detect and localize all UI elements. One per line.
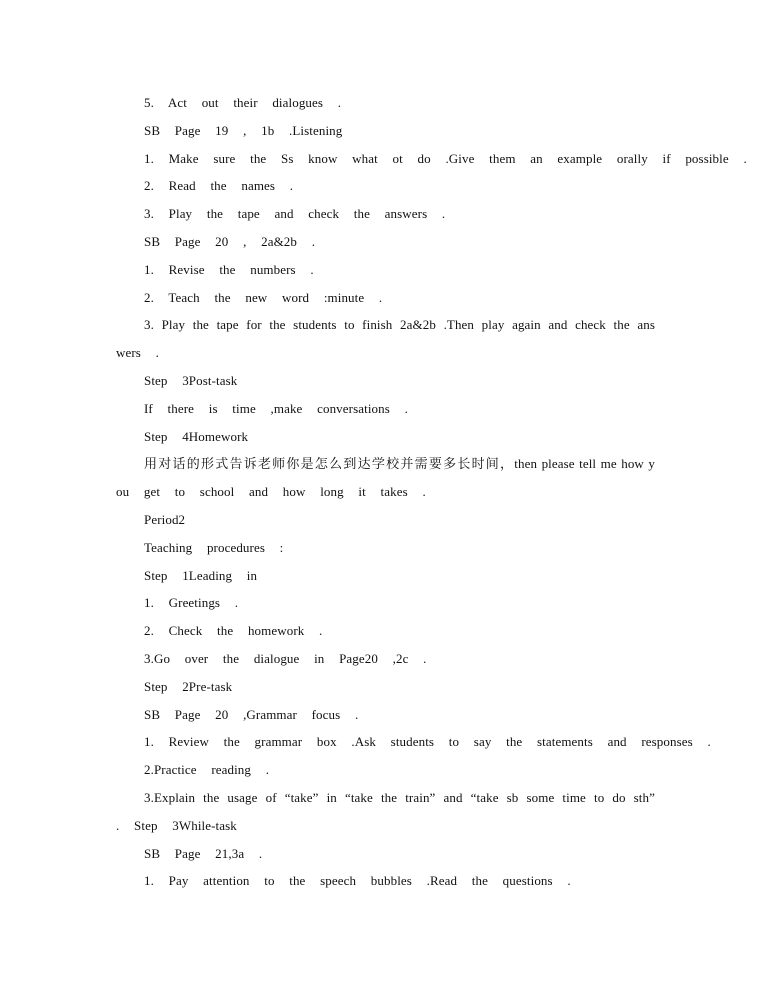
text-line: Step 4Homework: [144, 428, 249, 444]
text-line: Step 1Leading in: [144, 567, 258, 583]
text-line: 2. Teach the new word :minute .: [144, 289, 383, 305]
text-line: Step 2Pre-task: [144, 678, 233, 694]
text-line: ou get to school and how long it takes .: [116, 484, 426, 500]
text-line: 5. Act out their dialogues .: [144, 95, 342, 110]
text-line: 用对话的形式告诉老师你是怎么到达学校并需要多长时间，then please tell me how y: [144, 456, 655, 472]
text-line: SB Page 19 , 1b .Listening: [144, 122, 343, 138]
document-body: [116, 89, 747, 895]
text-line: 3.Go over the dialogue in Page20 ,2c .: [144, 650, 427, 666]
text-line: 3. Play the tape and check the answers .: [144, 206, 446, 222]
text-line: If there is time ,make conversations .: [144, 400, 408, 416]
text-line: . Step 3While-task: [116, 817, 237, 833]
text-line: SB Page 21,3a .: [144, 845, 263, 861]
text-line: Teaching procedures :: [144, 539, 284, 555]
text-line: 3.Explain the usage of “take” in “take the train” and “take sb some time to do sth”: [144, 789, 655, 805]
text-line: 2. Check the homework .: [144, 623, 323, 639]
text-line: SB Page 20 , 2a&2b .: [144, 233, 316, 249]
text-line: 1. Pay attention to the speech bubbles .Read the questions .: [144, 873, 571, 889]
text-line: 2.Practice reading .: [144, 762, 270, 778]
text-line: 3. Play the tape for the students to finish 2a&2b .Then play again and check the ans: [144, 317, 655, 333]
text-line: SB Page 20 ,Grammar focus .: [144, 706, 359, 722]
text-line: wers .: [116, 345, 159, 361]
text-line: 2. Read the names .: [144, 178, 294, 194]
text-line: Step 3Post-task: [144, 372, 238, 388]
text-line: Period2: [144, 511, 186, 527]
text-line: 1. Revise the numbers .: [144, 261, 314, 277]
text-line: 1. Review the grammar box .Ask students to say the statements and responses .: [144, 734, 711, 750]
text-line: 1. Greetings .: [144, 595, 239, 611]
text-line: 1. Make sure the Ss know what ot do .Give them an example orally if possible .: [144, 150, 747, 166]
